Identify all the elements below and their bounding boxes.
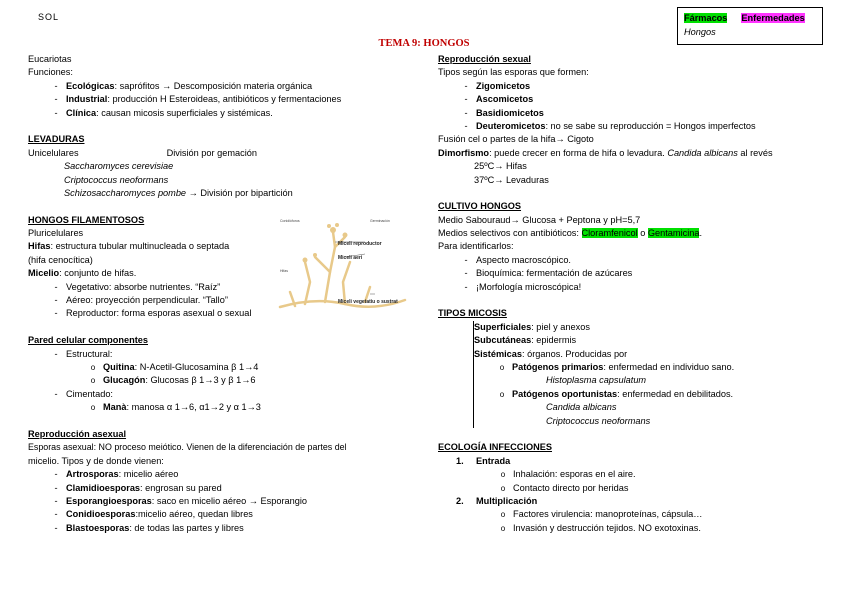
- section-heading-cultivo: CULTIVO HONGOS: [438, 201, 522, 212]
- species: Histoplasma capsulatum: [546, 375, 647, 386]
- section-heading-filamentosos: HONGOS FILAMENTOSOS: [28, 214, 145, 225]
- text-line: Superficiales: piel y anexos: [474, 321, 590, 332]
- list-item: - Estructural:: [54, 348, 113, 359]
- page-title: TEMA 9: HONGOS: [378, 38, 470, 49]
- text-line: Fusión cel o partes de la hifa→ Cigoto: [438, 134, 594, 145]
- list-item: - Clínica: causan micosis superficiales y sistémicas.: [54, 107, 273, 118]
- list-item: - Conidioesporas:micelio aéreo, quedan libres: [54, 509, 253, 520]
- section-heading-micosis: TIPOS MICOSIS: [438, 308, 507, 319]
- text-line: Para identificarlos:: [438, 241, 514, 252]
- list-item: - Aéreo: proyección perpendicular. “Tallo”: [54, 295, 228, 306]
- list-item: - Ascomicetos: [464, 94, 534, 105]
- right-column: [438, 53, 838, 535]
- section-heading-asexual: Reproducción asexual: [28, 428, 127, 439]
- micosis-block: [473, 321, 838, 428]
- text-line: Medio Sabouraud→ Glucosa + Peptona y pH=5,7: [438, 214, 641, 225]
- text-line: Subcutáneas: epidermis: [474, 335, 577, 346]
- sub-item: o Factores virulencia: manoproteínas, cápsula…: [500, 509, 703, 520]
- sub-item: o Glucagón: Glucosas β 1→3 y β 1→6: [90, 375, 256, 386]
- legend-hongos: Hongos: [684, 27, 716, 38]
- fig-label-reproductor: Miceli reproductor: [338, 241, 382, 247]
- mycelium-figure: [275, 212, 410, 312]
- text-line: Pluricelulares: [28, 228, 84, 239]
- species: Candida albicans: [546, 402, 617, 413]
- intro-line: Funciones:: [28, 67, 73, 78]
- text-line: Esporas asexual: NO proceso meiótico. Vienen de la diferenciación de partes del: [28, 442, 347, 453]
- text-line: Micelio: conjunto de hifas.: [28, 268, 137, 279]
- list-item: - Vegetativo: absorbe nutrientes. “Raíz”: [54, 281, 221, 292]
- sub-item: o Contacto directo por heridas: [500, 482, 629, 493]
- list-item: - Aspecto macroscópico.: [464, 254, 571, 265]
- list-item: - Industrial: producción H Esteroideas, antibióticos y fermentaciones: [54, 94, 342, 105]
- text-line: Medios selectivos con antibióticos: Cloramfenicol o Gentamicina.: [438, 228, 703, 239]
- sub-item: o Patógenos oportunistas: enfermedad en debilitados.: [499, 388, 734, 399]
- list-item: - Blastoesporas: de todas las partes y libres: [54, 522, 244, 533]
- header-initials: SOL: [38, 12, 60, 22]
- list-item: - Reproductor: forma esporas asexual o sexual: [54, 308, 252, 319]
- section-heading-ecologia: ECOLOGÍA INFECCIONES: [438, 442, 552, 453]
- text-line: 25ºC→ Hifas: [474, 161, 527, 172]
- list-item: - Clamidioesporas: engrosan su pared: [54, 482, 222, 493]
- sub-item: o Quitina: N-Acetil-Glucosamina β 1→4: [90, 361, 259, 372]
- fig-label-vegetatiu: Miceli vegetatiu o sustrat: [338, 299, 398, 305]
- text-line: Dimorfismo: puede crecer en forma de hifa o levadura. Candida albicans al revés: [438, 147, 773, 158]
- text-line: Sistémicas: órganos. Producidas por: [474, 348, 628, 359]
- levaduras-line: Unicelulares División por gemación: [28, 147, 257, 158]
- section-heading-pared: Pared celular componentes: [28, 335, 148, 346]
- species: Saccharomyces cerevisiae: [64, 161, 174, 172]
- sub-item: o Patógenos primarios: enfermedad en individuo sano.: [499, 361, 735, 372]
- text-line: Hifas: estructura tubular multinucleada o septada: [28, 241, 230, 252]
- species: Criptococcus neoformans: [64, 174, 169, 185]
- numbered-item: 1. Entrada: [456, 455, 511, 466]
- list-item: - ¡Morfología microscópica!: [464, 281, 582, 292]
- fig-label-small: Conidióforos: [280, 219, 300, 223]
- intro-line: Eucariotas: [28, 54, 72, 64]
- list-item: - Bioquímica: fermentación de azúcares: [464, 268, 633, 279]
- numbered-item: 2. Multiplicación: [456, 495, 538, 506]
- sub-item: o Manà: manosa α 1→6, α1→2 y α 1→3: [90, 402, 261, 413]
- list-item: - Basidiomicetos: [464, 107, 544, 118]
- sub-item: o Inhalación: esporas en el aire.: [500, 469, 636, 480]
- drug-gentamicina: Gentamicina: [647, 228, 700, 239]
- fig-label-aeri: Miceli aeri: [338, 255, 363, 261]
- fig-label-small: Germinación: [370, 219, 390, 223]
- section-heading-levaduras: LEVADURAS: [28, 134, 85, 145]
- legend-farmacos: Fármacos: [684, 13, 728, 23]
- list-item: - Deuteromicetos: no se sabe su reproducción = Hongos imperfectos: [464, 120, 756, 131]
- fig-label-small: Hifas: [280, 269, 288, 273]
- list-item: - Zigomicetos: [464, 80, 531, 91]
- legend-enfermedades: Enfermedades: [741, 13, 805, 23]
- species: Criptococcus neoformans: [546, 415, 651, 426]
- text-line: Tipos según las esporas que formen:: [438, 67, 589, 78]
- sub-item: o Invasión y destrucción tejidos. NO exotoxinas.: [500, 522, 701, 533]
- section-heading-sexual: Reproducción sexual: [438, 54, 531, 64]
- species: Schizosaccharomyces pombe → División por bipartición: [64, 187, 293, 198]
- color-legend: [677, 7, 823, 45]
- text-line: (hifa cenocítica): [28, 254, 93, 265]
- text-line: 37ºC→ Levaduras: [474, 174, 549, 185]
- text-line: micelio. Tipos y de donde vienen:: [28, 455, 164, 466]
- list-item: - Esporangioesporas: saco en micelio aéreo → Esporangio: [54, 495, 308, 506]
- list-item: - Cimentado:: [54, 388, 113, 399]
- list-item: - Ecológicas: saprófitos → Descomposición materia orgánica: [54, 80, 313, 91]
- drug-cloramfenicol: Cloramfenicol: [581, 228, 638, 239]
- list-item: - Artrosporas: micelio aéreo: [54, 469, 179, 480]
